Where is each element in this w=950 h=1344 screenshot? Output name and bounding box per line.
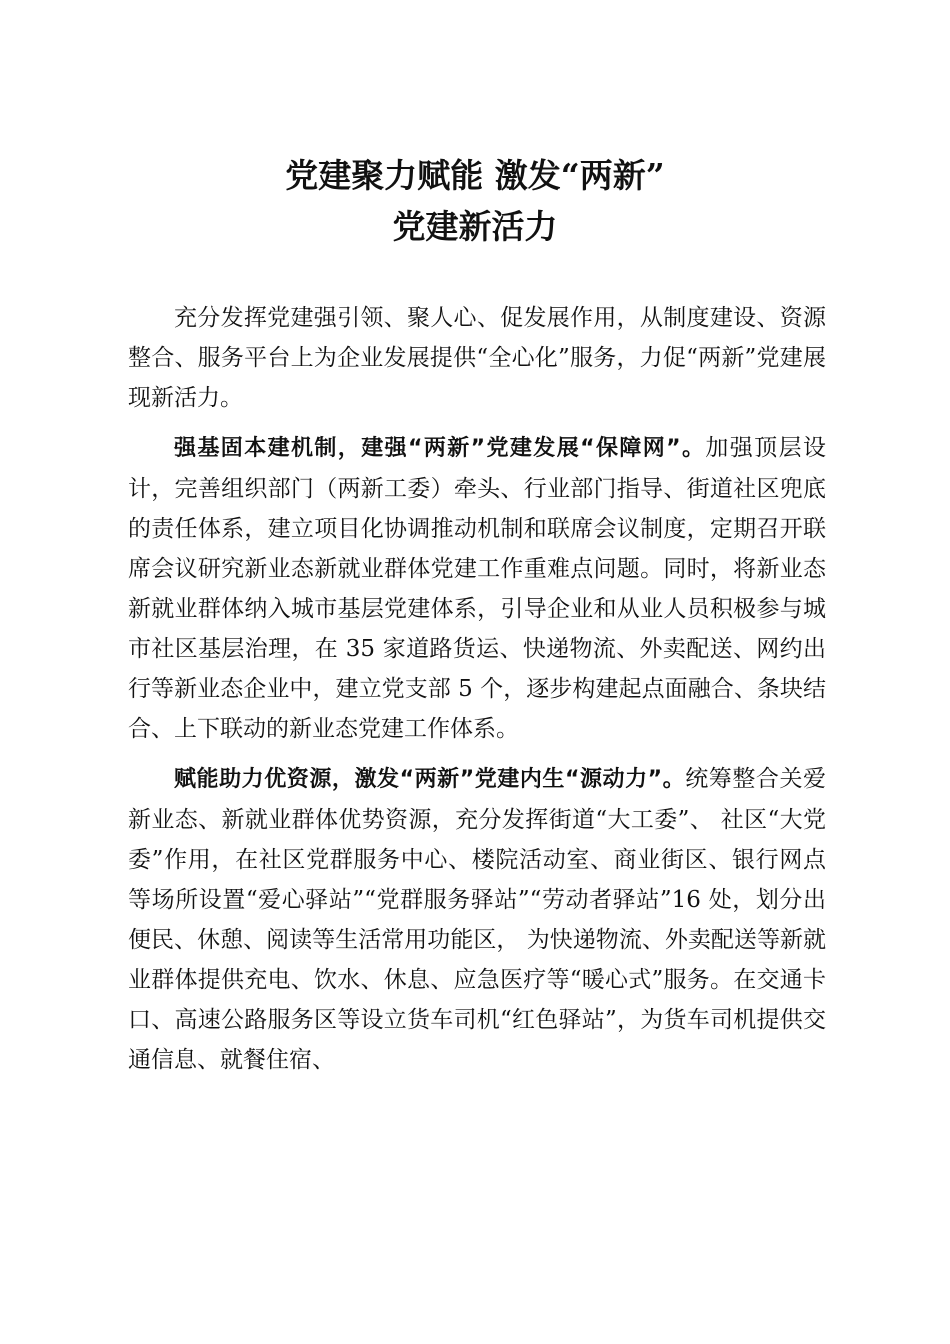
section-1-paragraph [128, 428, 826, 749]
section-2-text: 统筹整合关爱新业态、新就业群体优势资源，充分发挥街道“大工委”、 社区“大党委”作用，在社区党群服务中心、楼院活动室、商业街区、银行网点等场所设置“爱心驿站”“党群服务驿站”“劳动者驿站”16 处，划分出便民、休憩、阅读等生活常用功能区， 为快递物流、外卖配送等新就业群体提供充电、饮水、休息、应急医疗等“暖心式”服务。在交通卡口、高速公路服务区等设立货车司机“红色驿站”，为货车司机提供交通信息、就餐住宿、 [128, 766, 827, 1073]
intro-paragraph: 充分发挥党建强引领、聚人心、促发展作用，从制度建设、资源整合、服务平台上为企业发展提供“全心化”服务，力促“两新”党建展现新活力。 [128, 305, 826, 411]
document-title [0, 150, 950, 252]
section-2-paragraph [128, 759, 826, 1080]
title-line-2: 党建新活力 [392, 207, 558, 246]
section-2-heading: 赋能助力优资源，激发“两新”党建内生“源动力”。 [174, 767, 686, 792]
section-1-heading: 强基固本建机制，建强“两新”党建发展“保障网”。 [174, 436, 706, 461]
document-body [128, 298, 826, 1090]
title-line-1: 党建聚力赋能 激发“两新” [285, 156, 665, 195]
section-1-text: 加强顶层设计，完善组织部门（两新工委）牵头、行业部门指导、街道社区兜底的责任体系，建立项目化协调推动机制和联席会议制度，定期召开联席会议研究新业态新就业群体党建工作重难点问题。同时，将新业态新就业群体纳入城市基层党建体系，引导企业和从业人员积极参与城市社区基层治理，在 35 家道路货运、快递物流、外卖配送、网约出行等新业态企业中，建立党支部 5 个，逐步构建起点面融合、条块结合、上下联动的新业态党建工作体系。 [128, 435, 826, 742]
